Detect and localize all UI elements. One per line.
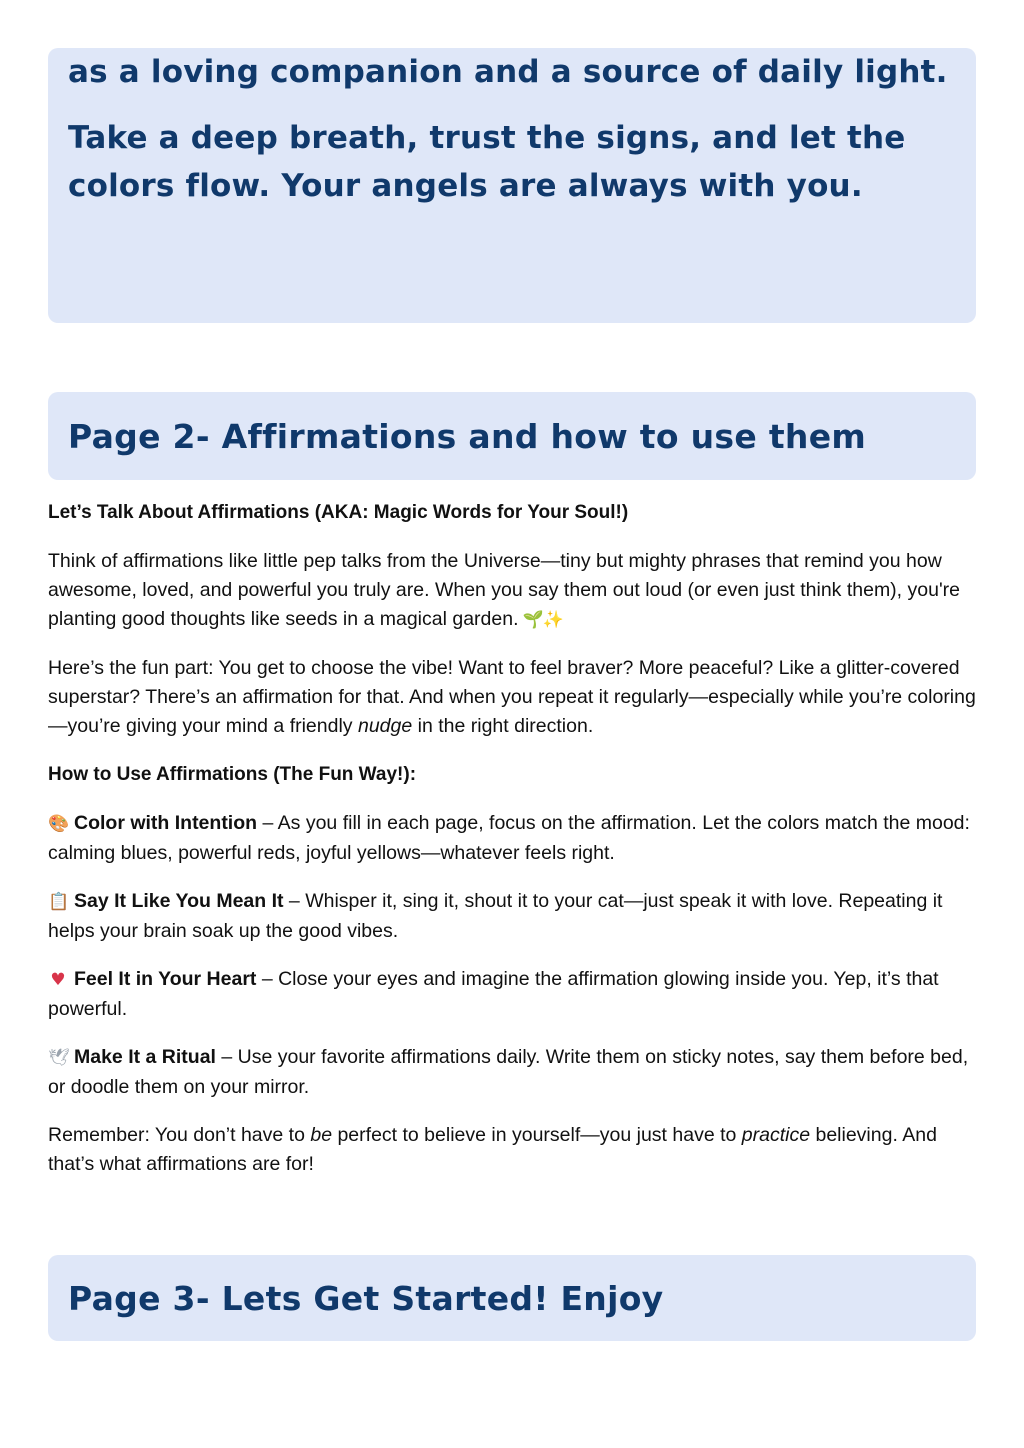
page2-content (48, 498, 978, 1198)
intro-paragraph-2: Take a deep breath, trust the signs, and let the colors flow. Your angels are always with you. (68, 120, 906, 204)
tip-item (48, 965, 978, 1024)
tip-item (48, 809, 978, 868)
tip-text: – Close your eyes and imagine the affirmation glowing inside you. Yep, it’s that powerful. (48, 968, 939, 1020)
page3-heading-block (48, 1255, 976, 1341)
emphasis-practice: practice (741, 1124, 811, 1146)
emphasis-be: be (310, 1124, 333, 1146)
intro-block (48, 48, 976, 323)
tip-title: Feel It in Your Heart (74, 968, 257, 990)
tip-title: Say It Like You Mean It (74, 890, 284, 912)
how-to-heading: How to Use Affirmations (The Fun Way!): (48, 764, 417, 785)
tip-title: Color with Intention (74, 812, 258, 834)
page2-heading: Page 2- Affirmations and how to use them (68, 416, 867, 456)
paragraph-text: Think of affirmations like little pep talks from the Universe—tiny but mighty phrases that remind you how awesome, loved, and powerful you truly are. When you say them out loud (or even just think them), you're planting good thoughts like seeds in a magical garden. (48, 550, 961, 630)
sparkles-icon: ✨ (542, 610, 564, 630)
tip-title: Make It a Ritual (74, 1046, 216, 1068)
paragraph-text: believing. And that’s what affirmations are for! (48, 1124, 937, 1175)
tip-text: – Use your favorite affirmations daily. Write them on sticky notes, say them before bed, or doodle them on your mirror. (48, 1046, 969, 1098)
remember-paragraph (48, 1121, 978, 1179)
clipboard-icon: 📋 (48, 892, 70, 912)
paragraph-text: perfect to believe in yourself—you just have to (332, 1124, 742, 1146)
affirmations-intro-paragraph (48, 547, 978, 635)
tip-text: – As you fill in each page, focus on the affirmation. Let the colors match the mood: calming blues, powerful reds, joyful yellows—whatever feels right. (48, 812, 970, 864)
heart-icon: ♥ (50, 970, 66, 990)
intro-paragraph-1: as a loving companion and a source of daily light. (68, 54, 948, 90)
tip-text: – Whisper it, sing it, shout it to your cat—just speak it with love. Repeating it helps your brain soak up the good vibes. (48, 890, 943, 942)
affirmations-subheading: Let’s Talk About Affirmations (AKA: Magic Words for Your Soul!) (48, 502, 629, 523)
paragraph-text: Remember: You don’t have to (48, 1124, 311, 1146)
sprout-icon: 🌱 (522, 610, 544, 630)
paragraph-text: in the right direction. (412, 715, 594, 737)
palette-icon: 🎨 (48, 814, 70, 834)
page3-heading: Page 3- Lets Get Started! Enjoy (68, 1278, 664, 1318)
tip-item (48, 1043, 978, 1102)
tip-item (48, 887, 978, 946)
affirmations-vibe-paragraph (48, 654, 978, 741)
emphasis-nudge: nudge (357, 715, 413, 737)
page2-heading-block (48, 392, 976, 480)
dove-icon: 🕊 (48, 1048, 70, 1068)
paragraph-text: Here’s the fun part: You get to choose the vibe! Want to feel braver? More peaceful? Like a glitter-covered superstar? There’s an affirmation for that. And when you repeat it regularly—especially while you’re coloring—you’re giving your mind a friendly (48, 657, 976, 737)
